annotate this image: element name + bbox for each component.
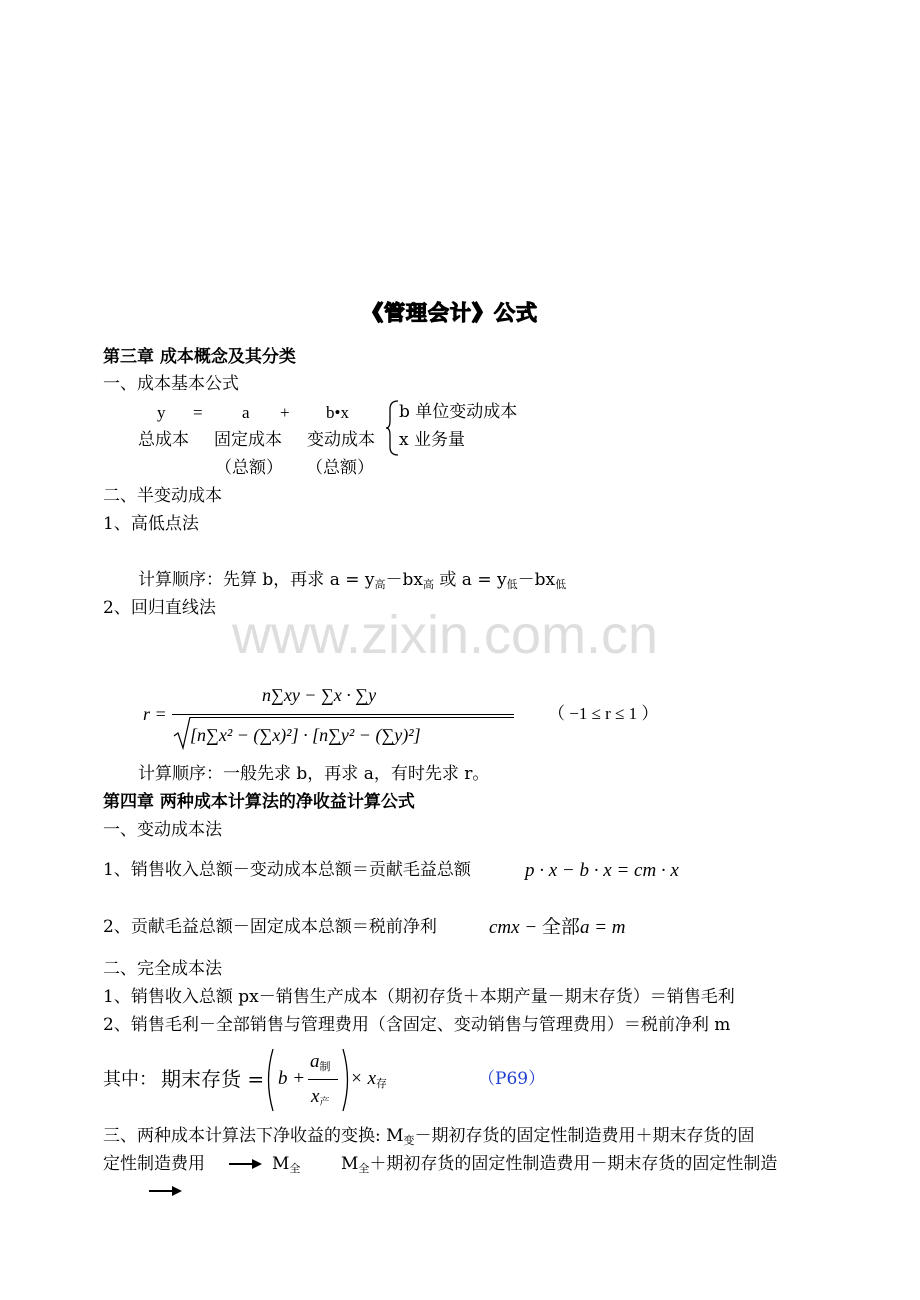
curly-brace-icon bbox=[385, 399, 399, 457]
formula-left: cmx − bbox=[489, 917, 542, 938]
inventory-fraction-bar bbox=[308, 1079, 338, 1080]
arrow-icon bbox=[229, 1163, 253, 1165]
parentheses-icon bbox=[263, 1047, 353, 1113]
arrow-head-icon bbox=[172, 1186, 182, 1196]
section-semi-variable-heading: 二、半变动成本 bbox=[103, 486, 222, 506]
label-fixed-cost: 固定成本 bbox=[214, 430, 282, 450]
section-absorption-costing-heading: 二、完全成本法 bbox=[103, 959, 222, 979]
inventory-b-plus: b + bbox=[278, 1068, 306, 1089]
absorption-costing-line-1: 1、销售收入总额 px－销售生产成本（期初存货＋本期产量－期末存货）＝销售毛利 bbox=[103, 987, 735, 1007]
conversion-line-2-text: 定性制造费用 bbox=[103, 1154, 205, 1174]
variable-costing-line-1: 1、销售收入总额－变动成本总额＝贡献毛益总额 bbox=[103, 860, 471, 880]
order-mid: －bx bbox=[385, 570, 423, 590]
formula-cn: 全部 bbox=[541, 917, 580, 938]
net-income-formula bbox=[489, 918, 625, 937]
sub-high: 高 bbox=[374, 578, 386, 591]
formula-y: y bbox=[157, 403, 166, 422]
formula-bx: b•x bbox=[326, 403, 349, 422]
sub-low: 低 bbox=[555, 578, 567, 591]
r-denominator: [n∑x² − (∑x)²] · [n∑y² − (∑y)²] bbox=[190, 725, 421, 745]
label-fixed-total: （总额） bbox=[215, 458, 283, 478]
label-total-cost: 总成本 bbox=[138, 430, 189, 450]
method-regression-heading: 2、回归直线法 bbox=[103, 598, 216, 618]
formula-a: a bbox=[242, 403, 250, 422]
inventory-times bbox=[350, 1069, 387, 1088]
r-numerator: n∑xy − ∑x · ∑y bbox=[262, 685, 377, 705]
brace-item-b: b 单位变动成本 bbox=[399, 402, 518, 422]
m2: M bbox=[341, 1154, 359, 1174]
fraction-bar bbox=[172, 714, 514, 715]
r-lhs: r = bbox=[143, 704, 167, 724]
variable-costing-line-2: 2、贡献毛益总额－固定成本总额＝税前净利 bbox=[103, 917, 437, 937]
denominator-x: x bbox=[311, 1086, 320, 1107]
times-sub: 存 bbox=[376, 1078, 388, 1090]
order-mid2: －bx bbox=[517, 570, 556, 590]
absorption-costing-line-2: 2、销售毛利－全部销售与管理费用（含固定、变动销售与管理费用）＝税前净利 m bbox=[103, 1015, 731, 1035]
formula-equals: = bbox=[193, 403, 203, 422]
conversion-line-1 bbox=[103, 1128, 755, 1145]
numerator-a: a bbox=[310, 1051, 320, 1072]
conversion-text: 三、两种成本计算法下净收益的变换: M bbox=[103, 1126, 404, 1146]
contribution-formula: p · x − b · x = cm · x bbox=[525, 860, 679, 881]
arrow-icon bbox=[149, 1190, 173, 1192]
m-absorption-2 bbox=[341, 1156, 777, 1173]
numerator-sub: 制 bbox=[319, 1061, 331, 1073]
label-variable-total: （总额） bbox=[306, 458, 374, 478]
m2-sub: 全 bbox=[358, 1162, 370, 1175]
section-basic-formula-heading: 一、成本基本公式 bbox=[103, 374, 239, 394]
sub-variable: 变 bbox=[403, 1134, 415, 1147]
page-reference: （P69） bbox=[478, 1069, 546, 1089]
conversion-line-2-rest: ＋期初存货的固定性制造费用－期末存货的固定性制造 bbox=[369, 1154, 778, 1174]
chapter-3-heading: 第三章 成本概念及其分类 bbox=[103, 347, 296, 367]
method-high-low-heading: 1、高低点法 bbox=[103, 514, 199, 534]
arrow-head-icon bbox=[252, 1159, 262, 1169]
times-x: × x bbox=[350, 1068, 377, 1089]
regression-order: 计算顺序：一般先求 b，再求 a，有时先求 r。 bbox=[138, 764, 490, 784]
inventory-denominator bbox=[311, 1087, 329, 1106]
order-or: 或 a = y bbox=[433, 570, 507, 590]
high-low-order bbox=[138, 572, 566, 589]
formula-plus: + bbox=[280, 403, 290, 422]
m-absorption-1 bbox=[272, 1156, 300, 1173]
m1: M bbox=[272, 1154, 290, 1174]
inventory-numerator bbox=[310, 1052, 331, 1071]
order-prefix: 计算顺序：先算 b，再求 a = y bbox=[138, 570, 375, 590]
r-range: （ −1 ≤ r ≤ 1 ） bbox=[548, 704, 659, 723]
document-title: 《管理会计》公式 bbox=[362, 301, 538, 325]
formula-right: a = m bbox=[579, 917, 626, 938]
conversion-rest: －期初存货的固定性制造费用＋期末存货的固 bbox=[414, 1126, 755, 1146]
inventory-label: 期末存货 = bbox=[161, 1067, 265, 1091]
sub-high: 高 bbox=[422, 578, 434, 591]
chapter-4-heading: 第四章 两种成本计算法的净收益计算公式 bbox=[103, 792, 415, 812]
sqrt-bar bbox=[190, 717, 514, 718]
label-variable-cost: 变动成本 bbox=[307, 430, 375, 450]
section-variable-costing-heading: 一、变动成本法 bbox=[103, 820, 222, 840]
denominator-sub: 产 bbox=[319, 1097, 330, 1108]
watermark: www.zixin.com.cn bbox=[232, 605, 659, 665]
sqrt-icon bbox=[173, 716, 191, 750]
sub-low: 低 bbox=[506, 578, 518, 591]
brace-item-x: x 业务量 bbox=[399, 430, 465, 450]
inventory-prefix: 其中： bbox=[103, 1069, 157, 1090]
m1-sub: 全 bbox=[289, 1162, 301, 1175]
